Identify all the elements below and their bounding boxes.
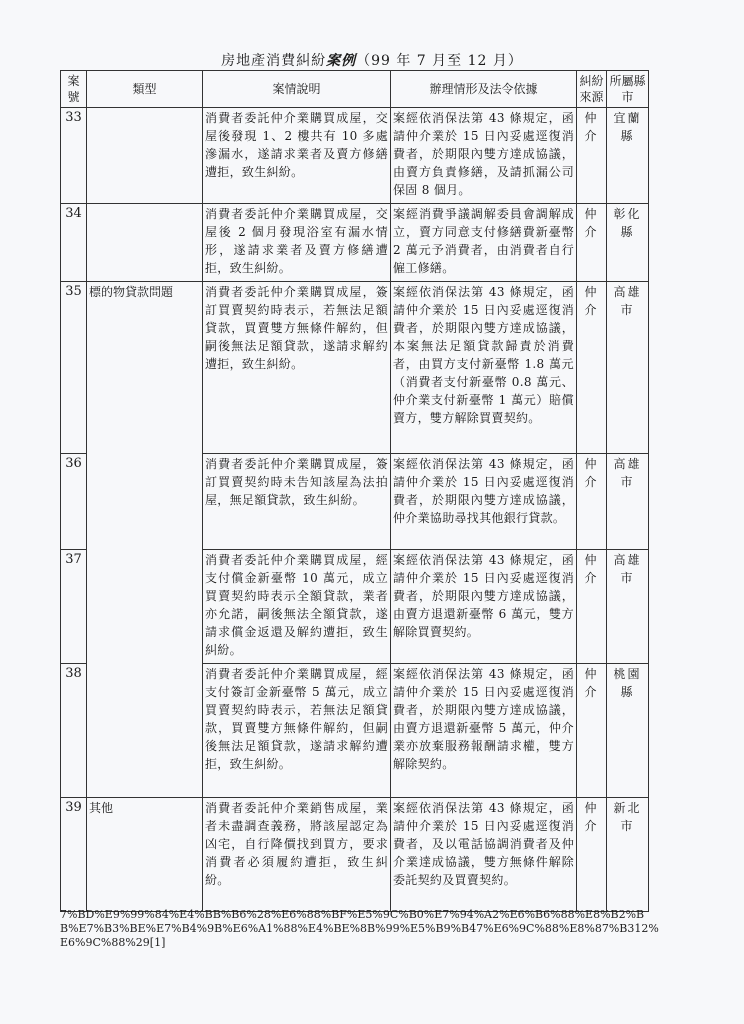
dispute-source: 仲介 — [577, 664, 607, 798]
case-description: 消費者委託仲介業購買成屋，交屋後 2 個月發現浴室有漏水情形，遂請求業者及賣方修繕遭拒，致生糾紛。 — [203, 204, 391, 282]
case-number: 36 — [61, 454, 87, 550]
header-city: 所屬縣市 — [607, 71, 649, 108]
city: 新北市 — [607, 798, 649, 912]
city: 高雄市 — [607, 550, 649, 664]
case-description: 消費者委託仲介業購買成屋，簽訂買賣契約時表示，若無法足額貸款，買賣雙方無條件解約，但嗣後無法足額貸款，遂請求解約遭拒，致生糾紛。 — [203, 282, 391, 454]
case-handling: 案經依消保法第 43 條規定，函請仲介業於 15 日內妥處逕復消費者，於期限內雙方達成協議，本案無法足額貸款歸責於消費者，由買方支付新臺幣 1.8 萬元（消費者支付新臺幣 0.8 萬元、仲介業支付新臺幣 1 萬元）賠償賣方，雙方解除買賣契約。 — [391, 282, 577, 454]
category-other: 其他 — [87, 798, 203, 912]
category-cell — [87, 108, 203, 204]
header-category: 類型 — [87, 71, 203, 108]
case-description: 消費者委託仲介業購買成屋，簽訂買賣契約時未告知該屋為法拍屋，無足額貸款，致生糾紛。 — [203, 454, 391, 550]
dispute-source: 仲介 — [577, 454, 607, 550]
city: 高雄市 — [607, 454, 649, 550]
case-number: 38 — [61, 664, 87, 798]
case-description: 消費者委託仲介業銷售成屋，業者未盡調查義務，將該屋認定為凶宅，自行降價找到買方，要求消費者必須履約遭拒，致生糾紛。 — [203, 798, 391, 912]
city: 桃園縣 — [607, 664, 649, 798]
case-number: 37 — [61, 550, 87, 664]
header-description: 案情說明 — [203, 71, 391, 108]
dispute-source: 仲介 — [577, 282, 607, 454]
category-loan: 標的物貸款問題 — [87, 282, 203, 798]
case-description: 消費者委託仲介業購買成屋，經支付簽訂金新臺幣 5 萬元，成立買賣契約時表示，若無法足額貸款，買賣雙方無條件解約，但嗣後無法足額貸款，遂請求解約遭拒，致生糾紛。 — [203, 664, 391, 798]
case-number: 33 — [61, 108, 87, 204]
table-row — [61, 798, 649, 912]
case-description: 消費者委託仲介業購買成屋，經支付償金新臺幣 10 萬元，成立買賣契約時表示全額貸款，業者亦允諾，嗣後無法全額貸款，遂請求償金返還及解約遭拒，致生糾紛。 — [203, 550, 391, 664]
case-description: 消費者委託仲介業購買成屋，交屋後發現 1、2 樓共有 10 多處滲漏水，遂請求業者及賣方修繕遭拒，致生糾紛。 — [203, 108, 391, 204]
dispute-source: 仲介 — [577, 204, 607, 282]
case-number: 39 — [61, 798, 87, 912]
title-prefix: 房地產消費糾紛 — [221, 53, 327, 69]
category-cell — [87, 204, 203, 282]
city: 彰化縣 — [607, 204, 649, 282]
case-handling: 案經依消保法第 43 條規定，函請仲介業於 15 日內妥處逕復消費者，於期限內雙方達成協議，由賣方退還新臺幣 5 萬元，仲介業亦放棄服務報酬請求權，雙方解除契約。 — [391, 664, 577, 798]
city: 高雄市 — [607, 282, 649, 454]
dispute-source: 仲介 — [577, 550, 607, 664]
table-row — [61, 108, 649, 204]
case-handling: 案經依消保法第 43 條規定，函請仲介業於 15 日內妥處逕復消費者，及以電話協調消費者及仲介業達成協議，雙方無條件解除委託契約及買賣契約。 — [391, 798, 577, 912]
title-emphasis: 案例 — [326, 53, 357, 69]
case-number: 35 — [61, 282, 87, 454]
city: 宜蘭縣 — [607, 108, 649, 204]
case-handling: 案經依消保法第 43 條規定，函請仲介業於 15 日內妥處逕復消費者，於期限內雙方達成協議，由賣方退還新臺幣 6 萬元，雙方解除買賣契約。 — [391, 550, 577, 664]
case-handling: 案經依消保法第 43 條規定，函請仲介業於 15 日內妥處逕復消費者，於期限內雙方達成協議，仲介業協助尋找其他銀行貸款。 — [391, 454, 577, 550]
dispute-source: 仲介 — [577, 798, 607, 912]
dispute-source: 仲介 — [577, 108, 607, 204]
header-source: 糾紛來源 — [577, 71, 607, 108]
table-row — [61, 204, 649, 282]
header-case-no: 案號 — [61, 71, 87, 108]
header-row — [61, 71, 649, 108]
title-suffix: （99 年 7 月至 12 月） — [356, 53, 523, 69]
case-handling: 案經依消保法第 43 條規定，函請仲介業於 15 日內妥處逕復消費者，於期限內雙方達成協議，由賣方負責修繕，及請抓漏公司保固 8 個月。 — [391, 108, 577, 204]
page-title — [0, 50, 744, 70]
table-row — [61, 282, 649, 454]
header-handling: 辦理情形及法令依據 — [391, 71, 577, 108]
case-table — [60, 70, 649, 912]
case-handling: 案經消費爭議調解委員會調解成立，賣方同意支付修繕費新臺幣 2 萬元予消費者，由消費者自行僱工修繕。 — [391, 204, 577, 282]
footer-file-code: 7%BD%E9%99%84%E4%BB%B6%28%E6%88%BF%E5%9C%B0%E7%94%A2%E6%B6%88%E8%B2%BB%E7%B3%BE%E7%B4%9B%E6%A1%88%E4%BE%8B%99%E5%B9%B47%E6%9C%88%E8%87%B312%E6%9C%88%29[1] — [60, 908, 659, 949]
case-number: 34 — [61, 204, 87, 282]
